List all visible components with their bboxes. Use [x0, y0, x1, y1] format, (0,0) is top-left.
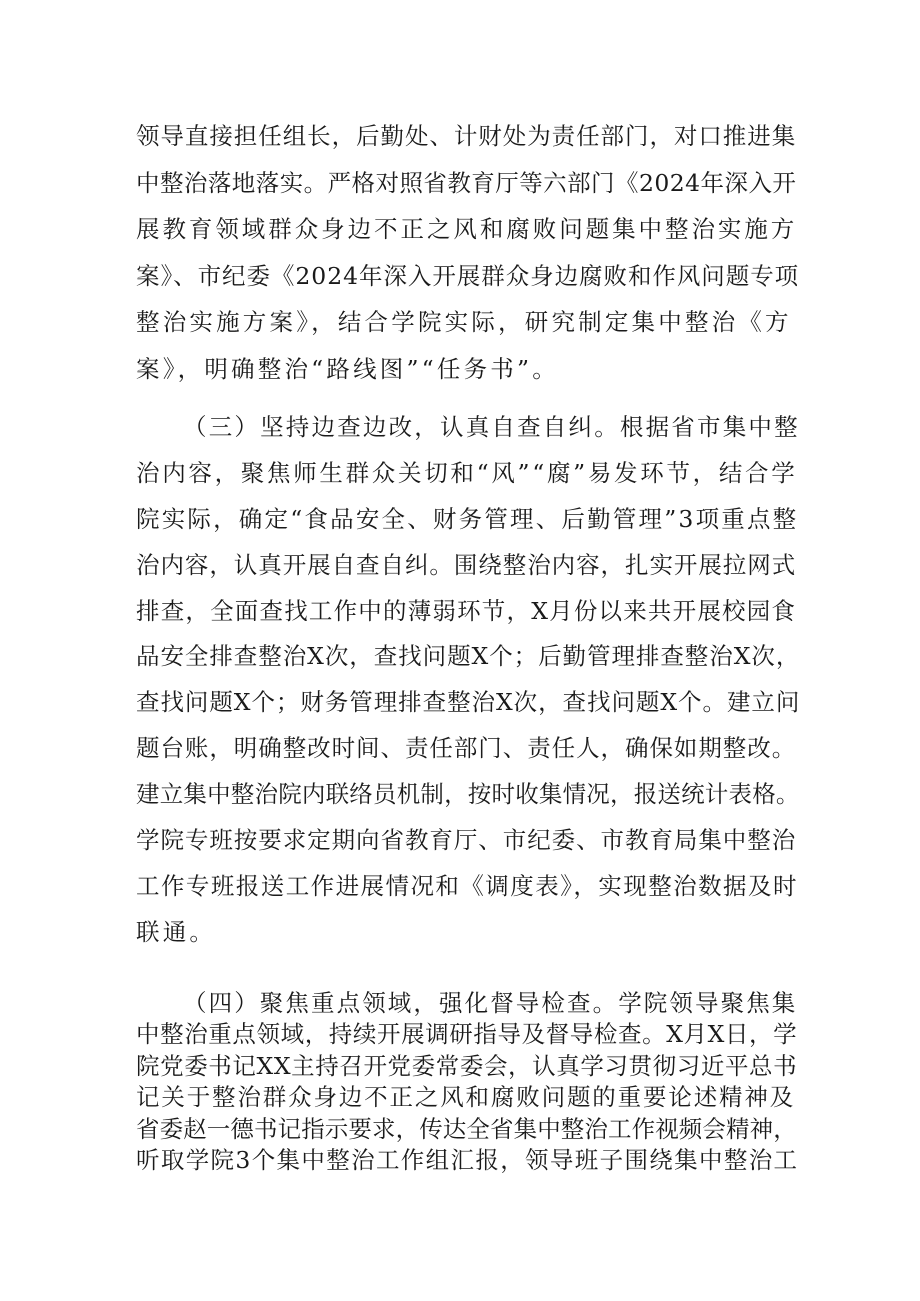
paragraph-line: 中整治重点领域，持续开展调研指导及督导检查。X月X日，学 [136, 1020, 798, 1049]
paragraph-line: 联通。 [136, 917, 217, 946]
paragraph-line: 记关于整治群众身边不正之风和腐败问题的重要论述精神及 [136, 1083, 796, 1112]
paragraph-line: 院实际，确定“食品安全、财务管理、后勤管理”3项重点整 [136, 504, 799, 533]
paragraph-line: 领导直接担任组长，后勤处、计财处为责任部门，对口推进集 [136, 122, 797, 150]
paragraph-line: 查找问题X个；财务管理排查整治X次，查找问题X个。建立问 [136, 688, 801, 717]
paragraph-heading-line: （三）坚持边查边改，认真自查自纠。根据省市集中整 [183, 413, 800, 441]
paragraph-line: 展教育领域群众身边不正之风和腐败问题集中整治实施方 [136, 215, 798, 244]
paragraph-line: 工作专班报送工作进展情况和《调度表》，实现整治数据及时 [136, 871, 798, 900]
paragraph-line: 品安全排查整治X次，查找问题X个；后勤管理排查整治X次， [136, 642, 801, 671]
paragraph-line: 排查，全面查找工作中的薄弱环节，X月份以来共开展校园食 [136, 596, 797, 625]
paragraph-line: 治内容，聚焦师生群众关切和“风”“腐”易发环节，结合学 [136, 458, 798, 487]
paragraph-line: 整治实施方案》，结合学院实际，研究制定集中整治《方 [136, 308, 792, 337]
paragraph-line: 题台账，明确整改时间、责任部门、责任人，确保如期整改。 [136, 734, 797, 763]
paragraph-line: 学院专班按要求定期向省教育厅、市纪委、市教育局集中整治 [136, 826, 797, 855]
paragraph-line: 省委赵一德书记指示要求，传达全省集中整治工作视频会精神， [136, 1114, 797, 1143]
paragraph-supervision [136, 988, 800, 1176]
paragraph-line: 中整治落地落实。严格对照省教育厅等六部门《2024年深入开 [136, 168, 797, 197]
paragraph-line: 院党委书记XX主持召开党委常委会，认真学习贯彻习近平总书 [136, 1051, 798, 1080]
paragraph-line: 案》，明确整治“路线图”“任务书”。 [136, 354, 559, 383]
paragraph-line: 建立集中整治院内联络员机制，按时收集情况，报送统计表格。 [136, 780, 800, 809]
paragraph-line: 案》、市纪委《2024年深入开展群众身边腐败和作风问题专项 [136, 261, 800, 290]
paragraph-heading-line: （四）聚焦重点领域，强化督导检查。学院领导聚焦集 [183, 989, 798, 1017]
paragraph-self-inspection [136, 405, 800, 956]
paragraph-line: 治内容，认真开展自查自纠。围绕整治内容，扎实开展拉网式 [136, 550, 797, 579]
paragraph-line: 听取学院3个集中整治工作组汇报，领导班子围绕集中整治工 [136, 1145, 799, 1174]
paragraph-leadership-plan [136, 113, 800, 393]
